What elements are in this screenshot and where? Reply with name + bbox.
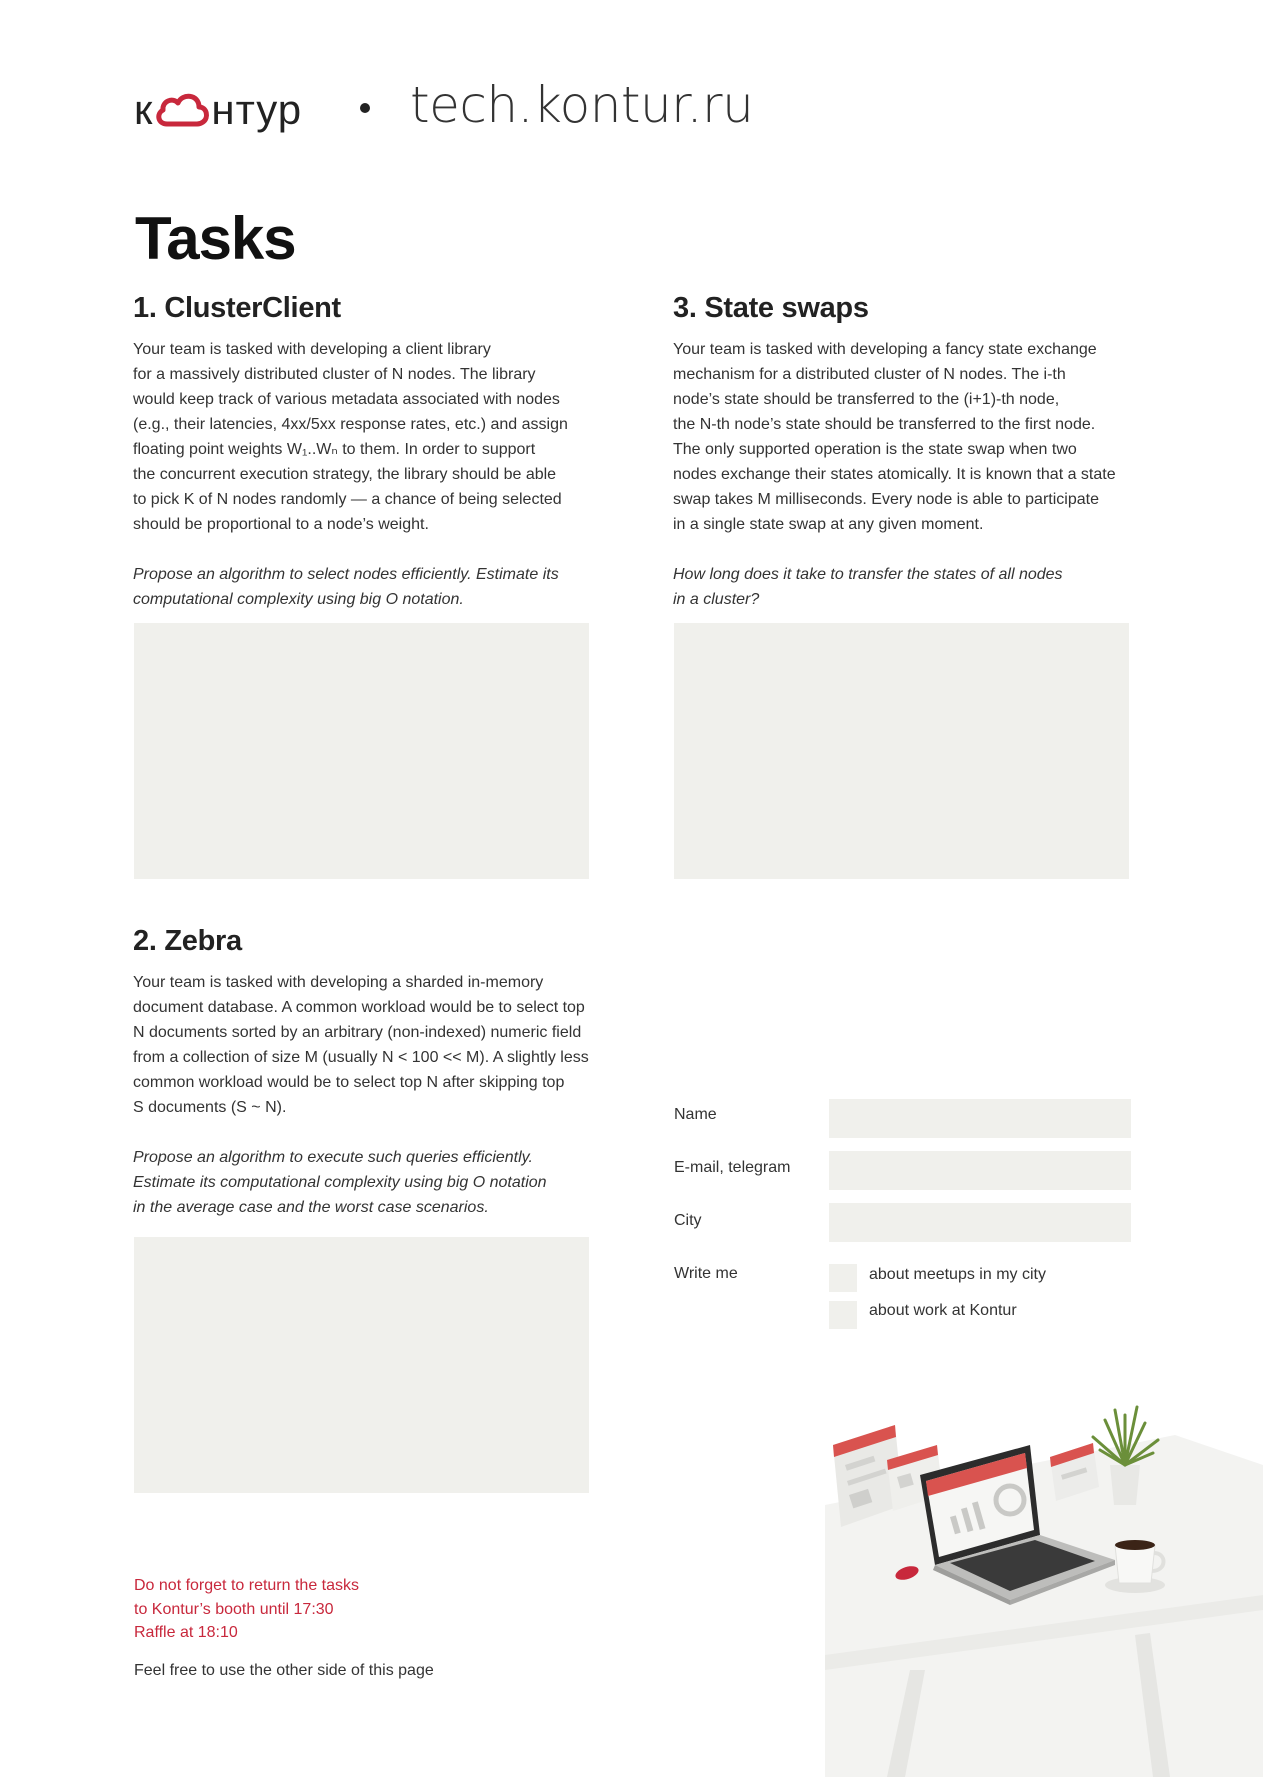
task-title: 3. State swaps (673, 292, 869, 324)
task-question: Propose an algorithm to execute such queries efficiently. Estimate its computational complexity using big O notation in the average case and the worst case scenarios. (133, 1149, 547, 1216)
email-telegram-field[interactable] (829, 1151, 1131, 1190)
logo-text-left: к (134, 86, 154, 133)
task-zebra (133, 925, 603, 1220)
header-separator-dot (360, 103, 370, 113)
task-state-swaps (673, 292, 1143, 612)
name-label: Name (674, 1106, 717, 1123)
footer-note: Feel free to use the other side of this page (134, 1662, 434, 1679)
task-title: 1. ClusterClient (133, 292, 341, 324)
answer-box-state-swaps[interactable] (674, 623, 1129, 879)
task-title: 2. Zebra (133, 925, 242, 957)
name-field[interactable] (829, 1099, 1131, 1138)
page-title: Tasks (135, 205, 296, 272)
work-checkbox[interactable] (829, 1301, 857, 1329)
task-question: Propose an algorithm to select nodes efficiently. Estimate its computational complexity using big O notation. (133, 566, 559, 608)
task-cluster-client (133, 292, 603, 612)
kontur-logo (134, 80, 302, 140)
write-me-label: Write me (674, 1265, 738, 1282)
email-label: E-mail, telegram (674, 1159, 791, 1176)
task-description: Your team is tasked with developing a fancy state exchange mechanism for a distributed cluster of N nodes. The i-th node’s state should be transferred to the (i+1)-th node, the N-th node’s state should be transferred to the first node. The only supported operation is the state swap when two nodes exchange their states atomically. It is known that a state swap takes M milliseconds. Every node is able to participate in a single state swap at any given moment. (673, 341, 1116, 533)
city-field[interactable] (829, 1203, 1131, 1242)
desk-laptop-illustration (825, 1395, 1263, 1777)
cloud-icon (153, 90, 211, 130)
work-option-label: about work at Kontur (869, 1302, 1017, 1319)
return-reminder: Do not forget to return the tasks to Kontur’s booth until 17:30 Raffle at 18:10 (134, 1577, 360, 1641)
site-url[interactable]: tech.kontur.ru (410, 76, 754, 134)
meetups-checkbox[interactable] (829, 1264, 857, 1292)
city-label: City (674, 1212, 702, 1229)
answer-box-cluster-client[interactable] (134, 623, 589, 879)
meetups-option-label: about meetups in my city (869, 1266, 1046, 1283)
answer-box-zebra[interactable] (134, 1237, 589, 1493)
task-description: Your team is tasked with developing a client library for a massively distributed cluster of N nodes. The library would keep track of various metadata associated with nodes (e.g., their latencies, 4xx/5xx response rates, etc.) and assign floating point weights W₁..Wₙ to them. In order to support the concurrent execution strategy, the library should be able to pick K of N nodes randomly — a chance of being selected should be proportional to a node’s weight. (133, 341, 568, 533)
logo-text-right: нтур (211, 86, 303, 133)
task-question: How long does it take to transfer the states of all nodes in a cluster? (673, 566, 1063, 608)
task-description: Your team is tasked with developing a sharded in-memory document database. A common workload would be to select top N documents sorted by an arbitrary (non-indexed) numeric field from a collection of size M (usually N < 100 << M). A slightly less common workload would be to select top N after skipping top S documents (S ~ N). (133, 974, 589, 1116)
